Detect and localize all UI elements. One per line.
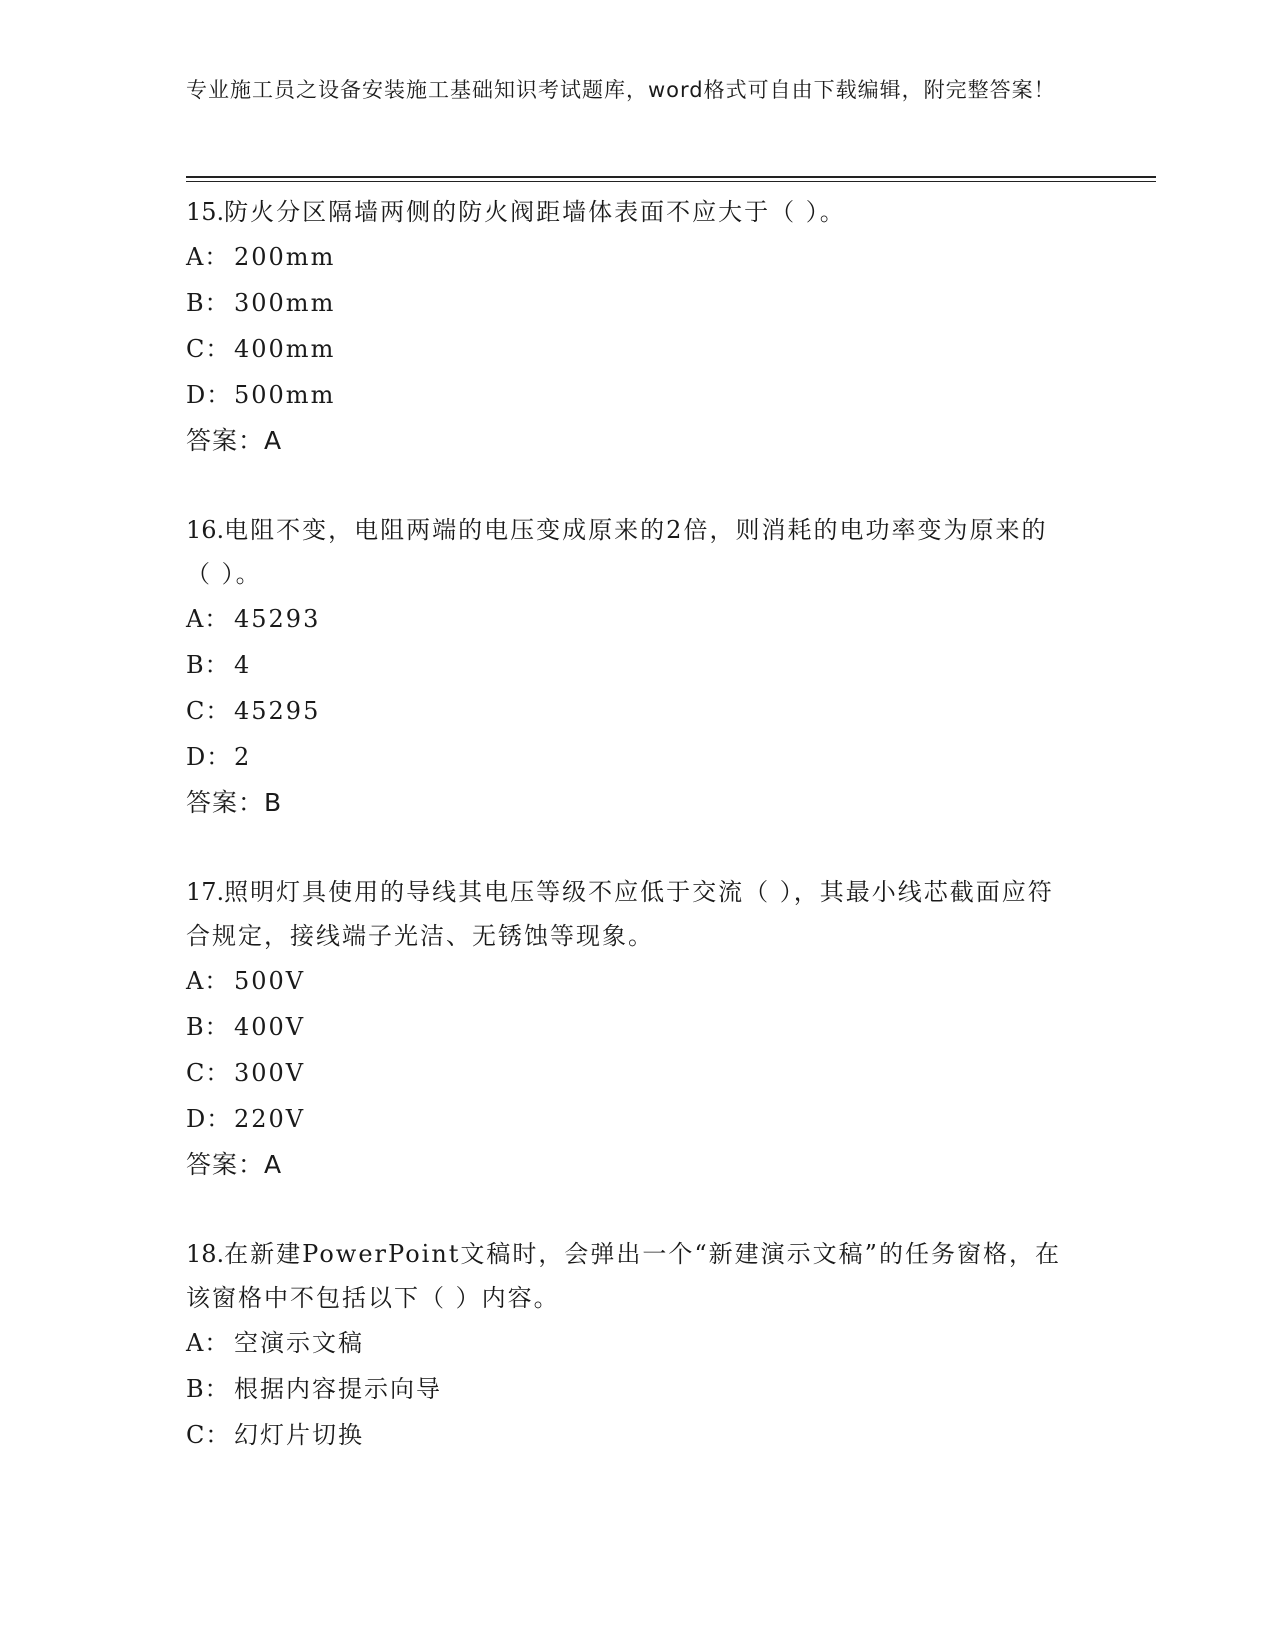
document-header: 专业施工员之设备安装施工基础知识考试题库，word格式可自由下载编辑，附完整答案！	[186, 78, 1056, 102]
question-number: 18.	[186, 1240, 225, 1268]
option-text: 空演示文稿	[234, 1329, 364, 1357]
question-stem	[186, 190, 1066, 234]
option-a	[186, 958, 1086, 1004]
option-a	[186, 234, 1086, 280]
option-key: B：	[186, 289, 230, 317]
option-key: C：	[186, 1059, 231, 1087]
option-text: 500mm	[234, 381, 336, 409]
option-key: C：	[186, 335, 231, 363]
question-18	[186, 1232, 1086, 1458]
option-text: 2	[234, 743, 252, 771]
option-text: 4	[234, 651, 252, 679]
question-16	[186, 508, 1086, 826]
option-key: B：	[186, 1375, 230, 1403]
option-key: B：	[186, 651, 230, 679]
question-stem	[186, 1232, 1066, 1320]
question-number: 15.	[186, 198, 225, 226]
option-b	[186, 280, 1086, 326]
question-text: 电阻不变，电阻两端的电压变成原来的2倍，则消耗的电功率变为原来的（ ）。	[186, 516, 1048, 588]
option-key: A：	[186, 1329, 230, 1357]
option-key: A：	[186, 243, 230, 271]
option-text: 200mm	[234, 243, 336, 271]
option-d	[186, 734, 1086, 780]
question-15	[186, 190, 1086, 464]
option-text: 220V	[234, 1105, 306, 1133]
question-stem	[186, 508, 1066, 596]
option-text: 幻灯片切换	[234, 1421, 364, 1449]
option-b	[186, 1004, 1086, 1050]
option-b	[186, 1366, 1086, 1412]
option-a	[186, 596, 1086, 642]
option-c	[186, 688, 1086, 734]
option-key: C：	[186, 1421, 231, 1449]
question-number: 16.	[186, 516, 225, 544]
answer-line: 答案：A	[186, 426, 283, 455]
option-text: 300mm	[234, 289, 336, 317]
option-text: 300V	[234, 1059, 306, 1087]
answer-line: 答案：A	[186, 1150, 283, 1179]
header-divider	[186, 176, 1156, 182]
question-text: 防火分区隔墙两侧的防火阀距墙体表面不应大于（ ）。	[224, 198, 846, 226]
option-key: A：	[186, 605, 230, 633]
option-text: 45295	[234, 697, 321, 725]
option-a	[186, 1320, 1086, 1366]
option-key: D：	[186, 381, 232, 409]
question-text: 在新建PowerPoint文稿时，会弹出一个“新建演示文稿”的任务窗格，在该窗格中不包括以下（ ）内容。	[186, 1240, 1061, 1312]
option-text: 400mm	[234, 335, 336, 363]
answer-line: 答案：B	[186, 788, 283, 817]
question-stem	[186, 870, 1066, 958]
option-c	[186, 1412, 1086, 1458]
option-key: A：	[186, 967, 230, 995]
option-key: D：	[186, 1105, 232, 1133]
option-text: 400V	[234, 1013, 306, 1041]
option-b	[186, 642, 1086, 688]
question-17	[186, 870, 1086, 1188]
option-text: 500V	[234, 967, 306, 995]
option-d	[186, 372, 1086, 418]
option-key: D：	[186, 743, 232, 771]
option-key: B：	[186, 1013, 230, 1041]
option-text: 45293	[234, 605, 321, 633]
option-c	[186, 326, 1086, 372]
option-c	[186, 1050, 1086, 1096]
option-d	[186, 1096, 1086, 1142]
option-text: 根据内容提示向导	[234, 1375, 442, 1403]
question-list	[186, 190, 1086, 1502]
question-number: 17.	[186, 878, 225, 906]
question-text: 照明灯具使用的导线其电压等级不应低于交流（ ），其最小线芯截面应符合规定，接线端子光洁、无锈蚀等现象。	[186, 878, 1054, 950]
option-key: C：	[186, 697, 231, 725]
